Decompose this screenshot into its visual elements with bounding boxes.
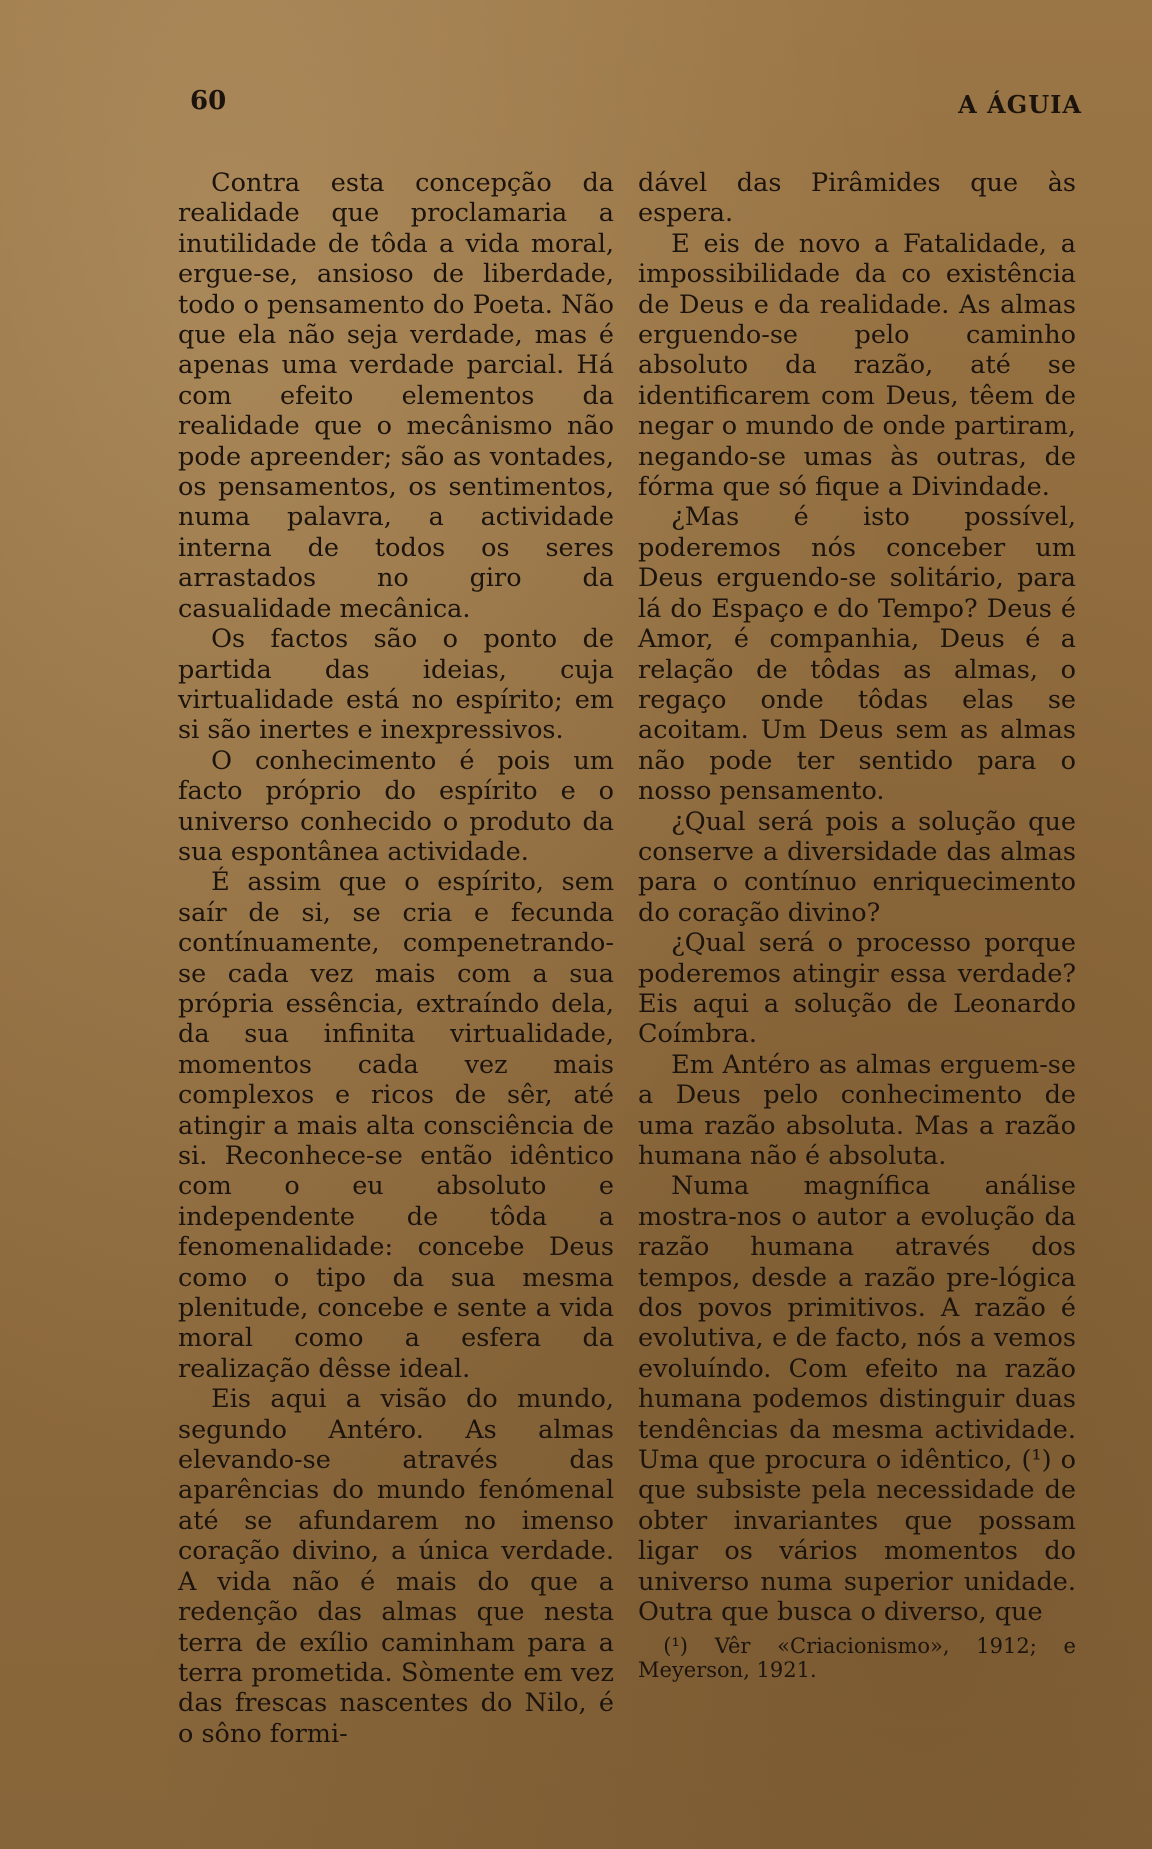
paragraph: ¿Qual será o processo porque poderemos atingir essa verdade? Eis aqui a solução de Leonardo Coímbra. <box>638 928 1076 1050</box>
paragraph: Em Antéro as almas erguem-se a Deus pelo conhecimento de uma razão absoluta. Mas a razão humana não é absoluta. <box>638 1049 1076 1171</box>
paragraph: Os factos são o ponto de partida das ideias, cuja virtualidade está no espírito; em si são inertes e inexpressivos. <box>178 624 614 746</box>
paragraph: Numa magnífica análise mostra-nos o autor a evolução da razão humana através dos tempos, desde a razão pre-lógica dos povos primitivos. A razão é evolutiva, e de facto, nós a vemos evoluíndo. Com efeito na razão humana podemos distinguir duas tendências da mesma actividade. Uma que procura o idêntico, (¹) o que subsiste pela necessidade de obter invariantes que possam ligar os vários momentos do universo numa superior unidade. Outra que busca o diverso, que <box>638 1171 1076 1628</box>
paragraph: Eis aqui a visão do mundo, segundo Antéro. As almas elevando-se através das aparências do mundo fenómenal até se afundarem no imenso coração divino, a única verdade. A vida não é mais do que a redenção das almas que nesta terra de exílio caminham para a terra prometida. Sòmente em vez das frescas nascentes do Nilo, é o sôno formi- <box>178 1384 614 1749</box>
paragraph: O conhecimento é pois um facto próprio do espírito e o universo conhecido o produto da sua espontânea actividade. <box>178 745 614 867</box>
running-head <box>0 86 1152 126</box>
paragraph: ¿Qual será pois a solução que conserve a diversidade das almas para o contínuo enriquecimento do coração divino? <box>638 806 1076 928</box>
paragraph: Contra esta concepção da realidade que proclamaria a inutilidade de tôda a vida moral, ergue-se, ansioso de liberdade, todo o pensamento do Poeta. Não que ela não seja verdade, mas é apenas uma verdade parcial. Há com efeito elementos da realidade que o mecânismo não pode apreender; são as vontades, os pensamentos, os sentimentos, numa palavra, a actividade interna de todos os seres arrastados no giro da casualidade mecânica. <box>178 168 614 624</box>
paragraph: É assim que o espírito, sem saír de si, se cria e fecunda contínuamente, compenetrando-se cada vez mais com a sua própria essência, extraíndo dela, da sua infinita virtualidade, momentos cada vez mais complexos e ricos de sêr, até atingir a mais alta consciência de si. Reconhece-se então idêntico com o eu absoluto e independente de tôda a fenomenalidade: concebe Deus como o tipo da sua mesma plenitude, concebe e sente a vida moral como a esfera da realização dêsse ideal. <box>178 867 614 1384</box>
page-number: 60 <box>190 86 227 116</box>
left-column <box>178 168 614 1749</box>
paragraph-continued: dável das Pirâmides que às espera. <box>638 168 1076 229</box>
right-column <box>638 168 1076 1682</box>
footnote: (¹) Vêr «Criacionismo», 1912; e Meyerson, 1921. <box>638 1633 1076 1682</box>
journal-title: A ÁGUIA <box>958 90 1082 119</box>
paragraph: ¿Mas é isto possível, poderemos nós conceber um Deus erguendo-se solitário, para lá do Espaço e do Tempo? Deus é Amor, é companhia, Deus é a relação de tôdas as almas, o regaço onde tôdas elas se acoitam. Um Deus sem as almas não pode ter sentido para o nosso pensamento. <box>638 502 1076 807</box>
paragraph: E eis de novo a Fatalidade, a impossibilidade da co existência de Deus e da realidade. As almas erguendo-se pelo caminho absoluto da razão, até se identificarem com Deus, têem de negar o mundo de onde partiram, negando-se umas às outras, de fórma que só fique a Divindade. <box>638 228 1076 503</box>
